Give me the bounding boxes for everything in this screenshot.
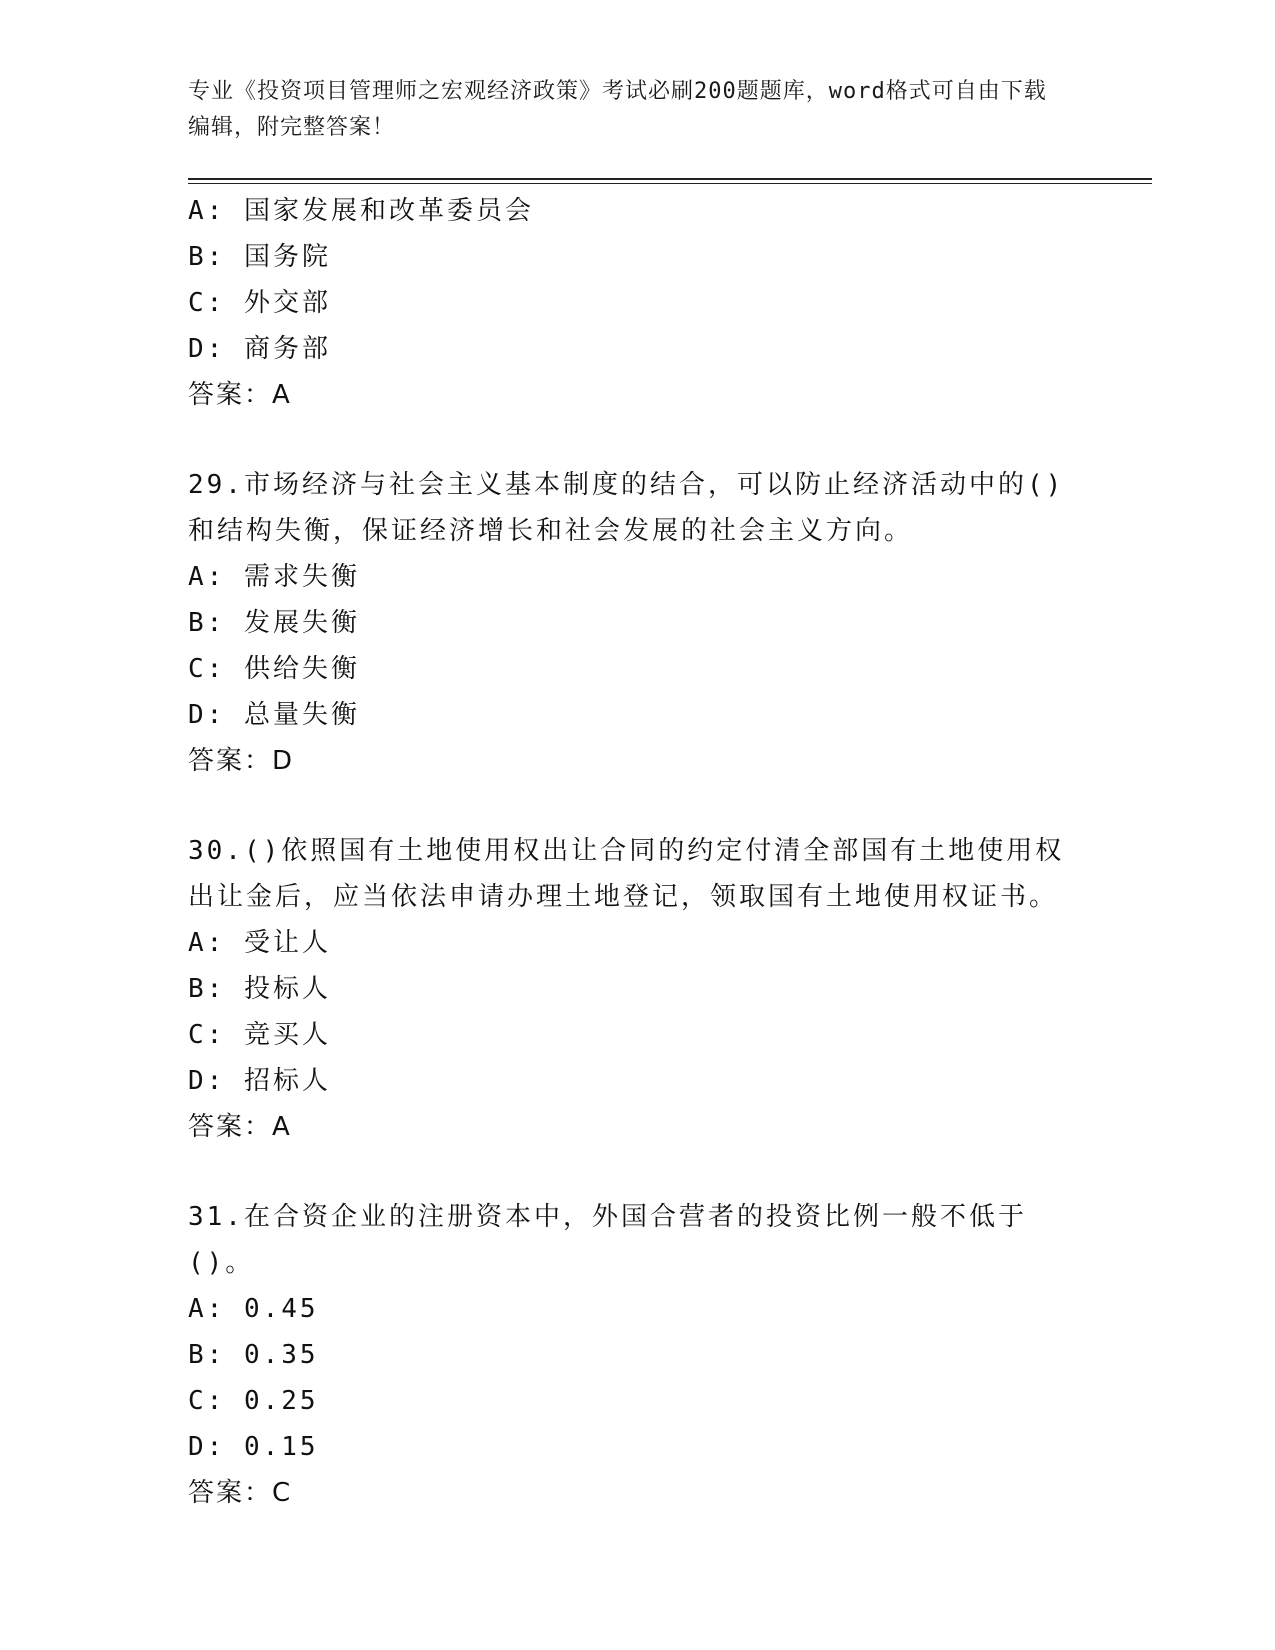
question-stem: 30.()依照国有土地使用权出让合同的约定付清全部国有土地使用权出让金后，应当依法申请办理土地登记，领取国有土地使用权证书。 <box>188 836 1065 912</box>
option-d: D: 总量失衡 <box>188 700 360 730</box>
answer-line: 答案：C <box>188 1478 293 1508</box>
option-b: B: 投标人 <box>188 974 331 1004</box>
header-rule-thin <box>188 183 1152 184</box>
question-stem: 29.市场经济与社会主义基本制度的结合，可以防止经济活动中的()和结构失衡，保证经济增长和社会发展的社会主义方向。 <box>188 470 1065 546</box>
option-a: A: 国家发展和改革委员会 <box>188 196 534 226</box>
question-28 <box>188 188 1088 418</box>
questions-content <box>188 188 1088 1516</box>
answer-line: 答案：D <box>188 746 295 776</box>
question-29 <box>188 462 1088 784</box>
option-b: B: 国务院 <box>188 242 331 272</box>
option-d: D: 0.15 <box>188 1432 319 1462</box>
option-a: A: 受让人 <box>188 928 331 958</box>
answer-line: 答案：A <box>188 380 292 410</box>
option-a: A: 需求失衡 <box>188 562 360 592</box>
question-31 <box>188 1194 1088 1516</box>
option-d: D: 招标人 <box>188 1066 331 1096</box>
option-a: A: 0.45 <box>188 1294 319 1324</box>
option-c: C: 0.25 <box>188 1386 319 1416</box>
option-b: B: 0.35 <box>188 1340 319 1370</box>
option-c: C: 供给失衡 <box>188 654 360 684</box>
option-b: B: 发展失衡 <box>188 608 360 638</box>
header-rule-thick <box>188 178 1152 180</box>
option-c: C: 外交部 <box>188 288 331 318</box>
option-d: D: 商务部 <box>188 334 331 364</box>
document-header: 专业《投资项目管理师之宏观经济政策》考试必刷200题题库，word格式可自由下载编辑，附完整答案！ <box>188 79 1047 140</box>
question-30 <box>188 828 1088 1150</box>
question-stem: 31.在合资企业的注册资本中，外国合营者的投资比例一般不低于()。 <box>188 1202 1027 1278</box>
answer-line: 答案：A <box>188 1112 292 1142</box>
option-c: C: 竞买人 <box>188 1020 331 1050</box>
